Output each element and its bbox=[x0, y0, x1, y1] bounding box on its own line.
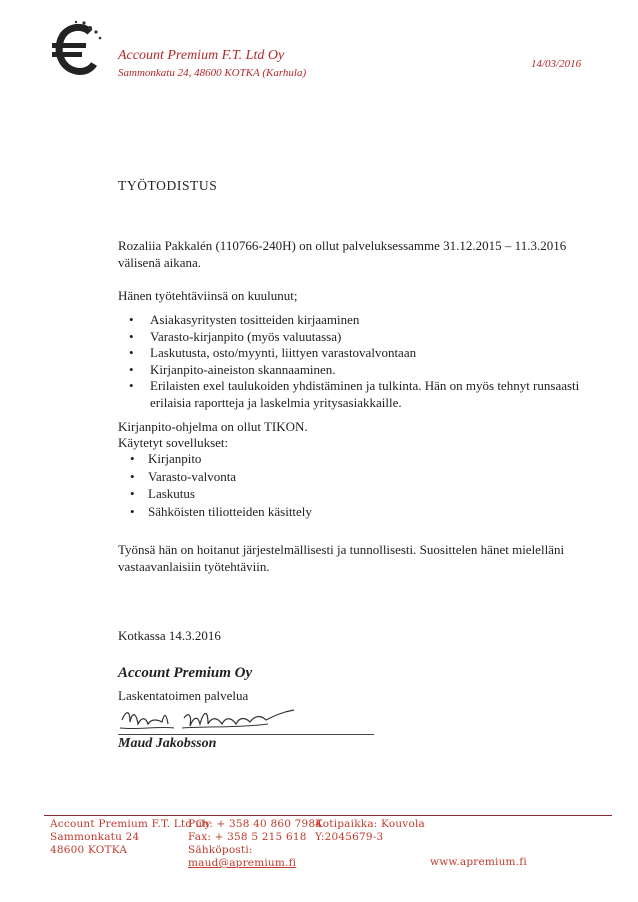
footer-business-id: Y:2045679-3 bbox=[315, 831, 384, 843]
handwritten-signature-icon bbox=[118, 702, 298, 736]
letterhead-address: Sammonkatu 24, 48600 KOTKA (Karhula) bbox=[118, 67, 307, 79]
signature-line bbox=[118, 734, 374, 735]
document-title: TYÖTODISTUS bbox=[118, 178, 218, 193]
recommendation: Työnsä hän on hoitanut järjestelmällisesti ja tunnollisesti. Suosittelen hänet mielelläni vastaavanlaisiin työtehtäviin. bbox=[118, 542, 565, 574]
list-item: • Asiakasyritysten tositteiden kirjaaminen bbox=[118, 312, 596, 329]
software-statement: Kirjanpito-ohjelma on ollut TIKON. bbox=[118, 419, 308, 434]
footer-fax: Fax: + 358 5 215 618 bbox=[188, 831, 307, 843]
list-item: • Sähköisten tiliotteiden käsittely bbox=[118, 503, 518, 521]
footer-email-link[interactable]: maud@apremium.fi bbox=[188, 857, 297, 869]
footer-company: Account Premium F.T. Ltd Oy bbox=[50, 818, 211, 830]
apps-list bbox=[118, 450, 518, 520]
footer-registration-block bbox=[315, 818, 425, 844]
signature-subtitle: Laskentatoimen palvelua bbox=[118, 688, 249, 703]
list-item: • Kirjanpito-aineiston skannaaminen. bbox=[118, 362, 596, 379]
footer-divider bbox=[44, 815, 612, 816]
euro-monogram-logo-icon bbox=[46, 18, 108, 80]
list-item: • Kirjanpito bbox=[118, 450, 518, 468]
list-item: • Erilaisten exel taulukoiden yhdistäminen ja tulkinta. Hän on myös tehnyt runsaasti erilaisia raportteja ja laskelmia yritysasiakkaille. bbox=[118, 378, 596, 411]
place-and-date: Kotkassa 14.3.2016 bbox=[118, 628, 221, 643]
footer-street: Sammonkatu 24 bbox=[50, 831, 140, 843]
signer-name: Maud Jakobsson bbox=[118, 736, 217, 751]
footer-company-block bbox=[50, 818, 211, 857]
list-item: • Laskutusta, osto/myynti, liittyen varastovalvontaan bbox=[118, 345, 596, 362]
signature-company: Account Premium Oy bbox=[118, 665, 253, 681]
duties-intro: Hänen työtehtäviinsä on kuulunut; bbox=[118, 288, 298, 303]
duties-list bbox=[118, 312, 596, 411]
list-item: • Laskutus bbox=[118, 485, 518, 503]
list-item: • Varasto-valvonta bbox=[118, 468, 518, 486]
footer-contact-block bbox=[188, 818, 322, 870]
letterhead-company: Account Premium F.T. Ltd Oy bbox=[118, 48, 285, 63]
footer-city: 48600 KOTKA bbox=[50, 844, 128, 856]
apps-intro: Käytetyt sovellukset: bbox=[118, 435, 229, 450]
list-item: • Varasto-kirjanpito (myös valuutassa) bbox=[118, 329, 596, 346]
footer-website[interactable]: www.apremium.fi bbox=[430, 856, 527, 868]
footer-domicile: Kotipaikka: Kouvola bbox=[315, 818, 425, 830]
footer-phone: Puh: + 358 40 860 7984 bbox=[188, 818, 323, 830]
employment-statement: Rozaliia Pakkalén (110766-240H) on ollut palveluksessamme 31.12.2015 – 11.3.2016 välisenä aikana. bbox=[118, 238, 567, 270]
footer-email-label: Sähköposti: bbox=[188, 844, 253, 856]
letter-date: 14/03/2016 bbox=[531, 58, 582, 70]
